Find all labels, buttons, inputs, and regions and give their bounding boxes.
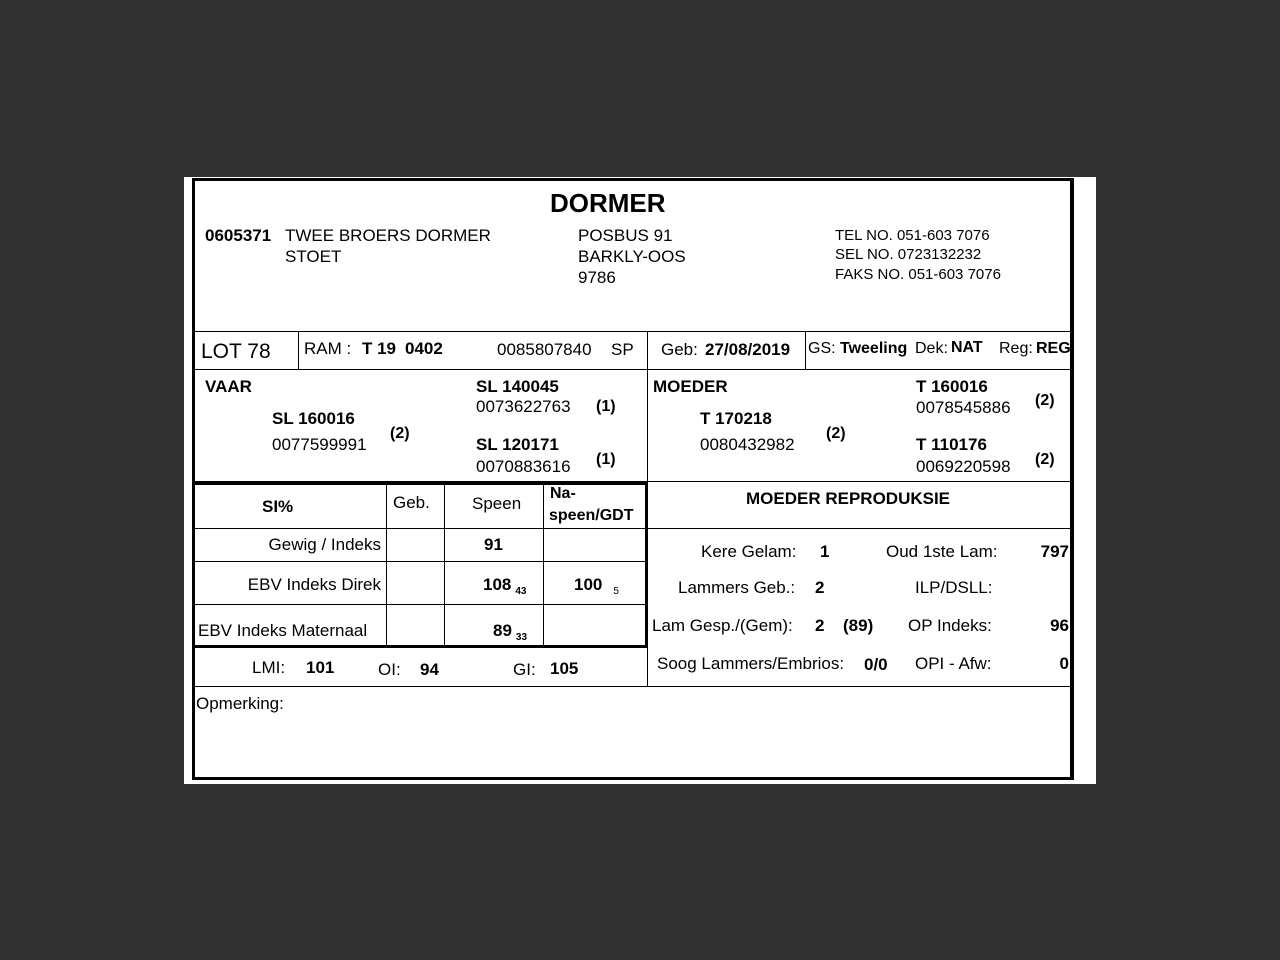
oi-value: 94 <box>420 660 439 679</box>
breeder-name-line2: STOET <box>285 247 342 266</box>
moeder-class: (2) <box>826 425 846 442</box>
moeder-id: T 170218 <box>700 409 772 428</box>
lot-label: LOT 78 <box>201 340 271 363</box>
lammers-geb-label: Lammers Geb.: <box>678 578 796 597</box>
table-border-right <box>645 482 648 648</box>
opi-value: 0 <box>1059 654 1069 673</box>
row-label-ebv-maternaal: EBV Indeks Maternaal <box>198 621 368 640</box>
reg-label: Reg: <box>999 340 1033 357</box>
vaar-dam-number: 0070883616 <box>476 457 571 476</box>
ebv-direk-speen: 108 $_{43}$ <box>483 575 527 597</box>
divider <box>386 484 387 646</box>
op-indeks-value: 96 <box>1050 616 1069 635</box>
vaar-number: 0077599991 <box>272 435 367 454</box>
divider <box>195 686 1074 687</box>
gs-value: Tweeling <box>840 340 908 357</box>
moeder-label: MOEDER <box>653 377 728 396</box>
address-line2: BARKLY-OOS <box>578 247 686 266</box>
breeder-name-line1: TWEE BROERS DORMER <box>285 226 491 245</box>
reg-value: REG <box>1036 340 1071 357</box>
ebv-direk-speen-accuracy: 43 <box>515 586 527 597</box>
divider <box>195 369 1074 370</box>
moeder-dam-class: (2) <box>1035 451 1055 468</box>
header-speen: Speen <box>472 494 522 513</box>
divider <box>195 604 645 605</box>
divider <box>195 528 1074 529</box>
divider <box>195 561 645 562</box>
header-na: Na- <box>550 485 576 502</box>
ebv-maternaal-speen-accuracy: 33 <box>515 632 528 643</box>
address-line1: POSBUS 91 <box>578 226 673 245</box>
moeder-dam-number: 0069220598 <box>916 457 1011 476</box>
vaar-dam-class: (1) <box>596 451 616 468</box>
header-si: SI% <box>262 497 294 516</box>
kere-gelam-value: 1 <box>820 542 830 561</box>
divider <box>195 331 1074 332</box>
gs-label: GS: <box>808 340 836 357</box>
vaar-sire-number: 0073622763 <box>476 397 571 416</box>
vaar-sire-class: (1) <box>596 398 616 415</box>
oi-label: OI: <box>378 660 401 679</box>
opi-label: OPI - Afw: <box>915 654 992 673</box>
moeder-dam-id: T 110176 <box>916 435 987 454</box>
ebv-direk-naspeen: 100 $_5$ <box>574 575 619 597</box>
oud-label: Oud 1ste Lam: <box>886 542 998 561</box>
sel-number: SEL NO. 0723132232 <box>835 246 982 263</box>
row-label-gewig: Gewig / Indeks <box>268 535 381 554</box>
kere-gelam-label: Kere Gelam: <box>701 542 797 561</box>
row-label-ebv-direk: EBV Indeks Direk <box>247 575 381 594</box>
vaar-class: (2) <box>390 425 410 442</box>
reproduction-title: MOEDER REPRODUKSIE <box>746 489 951 508</box>
sp-code: SP <box>611 340 634 359</box>
lam-gesp-gem: (89) <box>843 616 874 635</box>
divider <box>298 331 299 369</box>
geb-label: Geb: <box>661 340 698 359</box>
divider <box>647 331 648 369</box>
dek-label: Dek: <box>915 340 948 357</box>
lammers-geb-value: 2 <box>815 578 825 597</box>
faks-number: FAKS NO. 051-603 7076 <box>835 266 1001 283</box>
lam-gesp-label: Lam Gesp./(Gem): <box>652 616 793 635</box>
vaar-sire-id: SL 140045 <box>476 377 559 396</box>
oud-value: 797 <box>1040 542 1069 561</box>
moeder-sire-number: 0078545886 <box>916 398 1011 417</box>
gewig-speen: 91 <box>484 535 503 554</box>
header-geb: Geb. <box>393 493 430 512</box>
lmi-label: LMI: <box>252 658 286 677</box>
ram-label: RAM : <box>304 339 352 358</box>
table-border-bottom <box>195 645 648 648</box>
divider <box>805 331 806 369</box>
ebv-direk-naspeen-accuracy: 5 <box>613 586 619 597</box>
divider <box>543 484 544 646</box>
birth-date: 27/08/2019 <box>705 340 791 359</box>
vaar-id: SL 160016 <box>272 409 355 428</box>
moeder-number: 0080432982 <box>700 435 795 454</box>
ram-prefix: T 19 <box>362 339 397 358</box>
ebv-maternaal-speen: 89 $_{33}$ <box>493 621 528 643</box>
divider <box>444 484 445 646</box>
op-indeks-label: OP Indeks: <box>908 616 992 635</box>
vaar-dam-id: SL 120171 <box>476 435 559 454</box>
header-speen-gdt: speen/GDT <box>549 507 634 524</box>
address-line3: 9786 <box>578 268 616 287</box>
moeder-sire-id: T 160016 <box>916 377 988 396</box>
gi-label: GI: <box>513 660 536 679</box>
ram-id-number: 0085807840 <box>497 340 592 359</box>
ram-number: 0402 <box>405 339 443 358</box>
lam-gesp-value: 2 <box>815 616 825 635</box>
lmi-value: 101 <box>306 658 335 677</box>
ilp-label: ILP/DSLL: <box>915 578 993 597</box>
soog-value: 0/0 <box>864 655 888 674</box>
gi-value: 105 <box>550 659 579 678</box>
breed-title: DORMER <box>550 188 666 218</box>
tel-number: TEL NO. 051-603 7076 <box>835 227 990 244</box>
moeder-sire-class: (2) <box>1035 392 1055 409</box>
dek-value: NAT <box>951 339 983 356</box>
breeder-code: 0605371 <box>205 226 272 245</box>
remarks-label: Opmerking: <box>196 694 284 713</box>
vaar-label: VAAR <box>205 377 252 396</box>
soog-label: Soog Lammers/Embrios: <box>657 654 845 673</box>
table-border-top <box>195 482 648 485</box>
